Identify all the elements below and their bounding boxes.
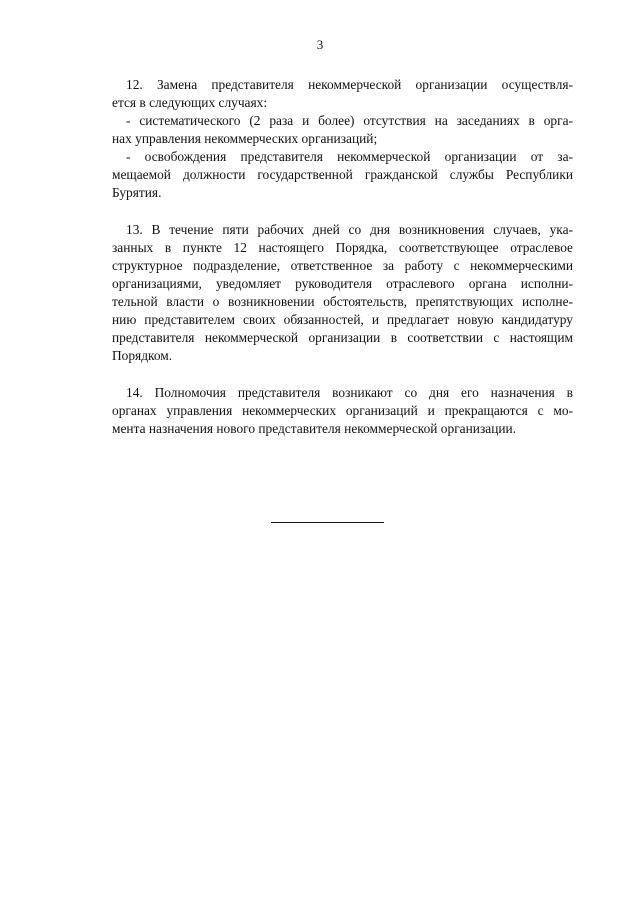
text-line: 12. Замена представителя некоммерческой организации осуществля- xyxy=(126,77,573,92)
text-line: Бурятия. xyxy=(112,185,162,200)
text-line: Порядком. xyxy=(112,348,173,363)
end-of-text-rule xyxy=(271,522,384,523)
text-line: нию представителем своих обязанностей, и предлагает новую кандидатуру xyxy=(112,312,573,327)
text-line: ется в следующих случаях: xyxy=(112,95,268,110)
text-line: 14. Полномочия представителя возникают со дня его назначения в xyxy=(126,385,573,400)
text-line: представителя некоммерческой организации в соответствии с настоящим xyxy=(112,330,573,345)
text-line: тельной власти о возникновении обстоятельств, препятствующих исполне- xyxy=(112,294,573,309)
text-line: нах управления некоммерческих организаций; xyxy=(112,131,378,146)
page-number: 3 xyxy=(316,37,324,52)
text-line: - систематического (2 раза и более) отсутствия на заседаниях в орга- xyxy=(126,113,573,128)
text-line: мента назначения нового представителя некоммерческой организации. xyxy=(112,421,517,436)
text-line: структурное подразделение, ответственное за работу с некоммерческими xyxy=(112,258,573,273)
text-line: 13. В течение пяти рабочих дней со дня возникновения случаев, ука- xyxy=(126,222,573,237)
text-line: организациями, уведомляет руководителя отраслевого органа исполни- xyxy=(112,276,573,291)
text-line: органах управления некоммерческих организаций и прекращаются с мо- xyxy=(112,403,573,418)
text-line: мещаемой должности государственной гражданской службы Республики xyxy=(112,167,573,182)
text-line: занных в пункте 12 настоящего Порядка, соответствующее отраслевое xyxy=(112,240,573,255)
text-line: - освобождения представителя некоммерческой организации от за- xyxy=(126,149,573,164)
